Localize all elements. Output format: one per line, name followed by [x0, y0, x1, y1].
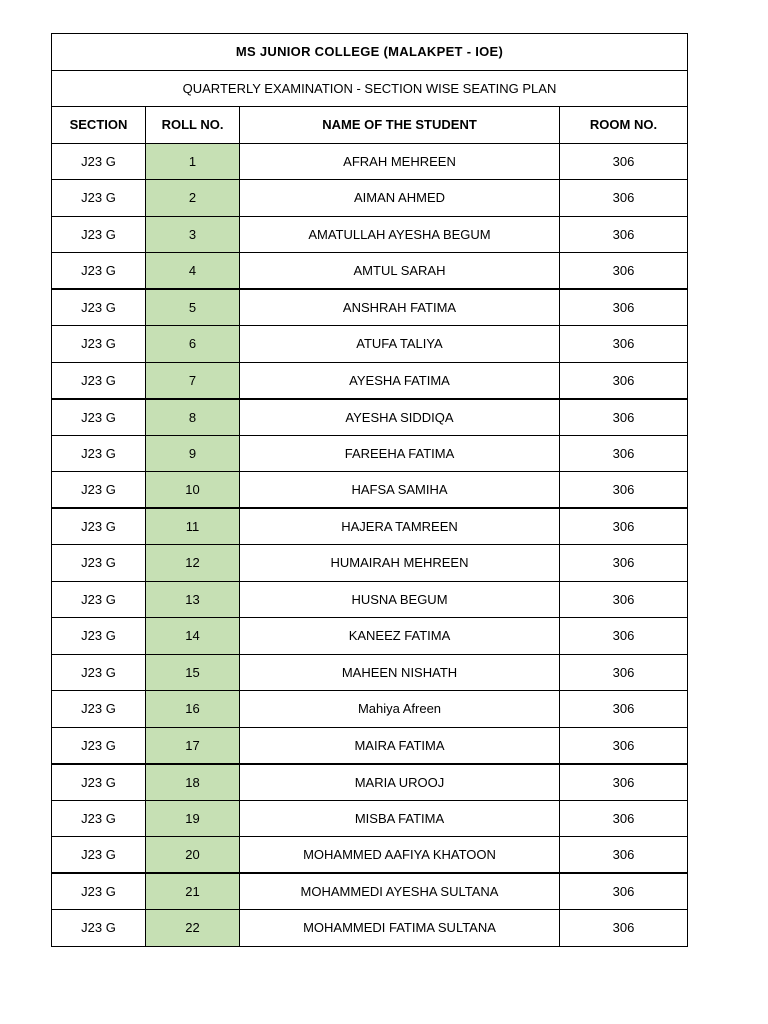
exam-subtitle: QUARTERLY EXAMINATION - SECTION WISE SEATING PLAN [52, 70, 688, 107]
cell-roll-no: 17 [146, 727, 240, 764]
cell-student-name: HUMAIRAH MEHREEN [240, 545, 560, 582]
cell-section: J23 G [52, 800, 146, 837]
cell-section: J23 G [52, 362, 146, 399]
cell-roll-no: 7 [146, 362, 240, 399]
college-title: MS JUNIOR COLLEGE (MALAKPET - IOE) [52, 34, 688, 71]
cell-roll-no: 1 [146, 143, 240, 180]
header-student-name: NAME OF THE STUDENT [240, 107, 560, 144]
cell-roll-no: 22 [146, 910, 240, 947]
cell-section: J23 G [52, 691, 146, 728]
cell-student-name: MAHEEN NISHATH [240, 654, 560, 691]
cell-room-no: 306 [560, 289, 688, 326]
cell-student-name: AYESHA SIDDIQA [240, 399, 560, 436]
cell-section: J23 G [52, 253, 146, 290]
cell-section: J23 G [52, 654, 146, 691]
cell-section: J23 G [52, 180, 146, 217]
table-row [52, 399, 688, 436]
cell-roll-no: 20 [146, 837, 240, 874]
cell-roll-no: 21 [146, 873, 240, 910]
cell-section: J23 G [52, 618, 146, 655]
cell-roll-no: 4 [146, 253, 240, 290]
table-row [52, 435, 688, 472]
cell-roll-no: 2 [146, 180, 240, 217]
header-roll-no: ROLL NO. [146, 107, 240, 144]
cell-section: J23 G [52, 727, 146, 764]
table-row [52, 545, 688, 582]
cell-section: J23 G [52, 143, 146, 180]
cell-room-no: 306 [560, 764, 688, 801]
cell-section: J23 G [52, 545, 146, 582]
subtitle-row [52, 70, 688, 107]
table-row [52, 289, 688, 326]
cell-student-name: FAREEHA FATIMA [240, 435, 560, 472]
cell-student-name: AIMAN AHMED [240, 180, 560, 217]
cell-student-name: MISBA FATIMA [240, 800, 560, 837]
table-row [52, 764, 688, 801]
cell-roll-no: 9 [146, 435, 240, 472]
cell-section: J23 G [52, 508, 146, 545]
table-row [52, 472, 688, 509]
header-row [52, 107, 688, 144]
cell-room-no: 306 [560, 800, 688, 837]
cell-room-no: 306 [560, 691, 688, 728]
cell-room-no: 306 [560, 910, 688, 947]
cell-student-name: MARIA UROOJ [240, 764, 560, 801]
cell-student-name: AYESHA FATIMA [240, 362, 560, 399]
cell-roll-no: 18 [146, 764, 240, 801]
cell-room-no: 306 [560, 618, 688, 655]
table-row [52, 326, 688, 363]
cell-roll-no: 13 [146, 581, 240, 618]
table-row [52, 727, 688, 764]
cell-roll-no: 16 [146, 691, 240, 728]
cell-room-no: 306 [560, 654, 688, 691]
cell-room-no: 306 [560, 508, 688, 545]
table-row [52, 618, 688, 655]
cell-room-no: 306 [560, 472, 688, 509]
table-row [52, 873, 688, 910]
cell-section: J23 G [52, 764, 146, 801]
cell-roll-no: 10 [146, 472, 240, 509]
cell-section: J23 G [52, 216, 146, 253]
table-row [52, 143, 688, 180]
cell-student-name: KANEEZ FATIMA [240, 618, 560, 655]
cell-roll-no: 8 [146, 399, 240, 436]
cell-section: J23 G [52, 435, 146, 472]
table-row [52, 581, 688, 618]
seating-plan-body [52, 34, 688, 947]
cell-section: J23 G [52, 399, 146, 436]
cell-room-no: 306 [560, 399, 688, 436]
table-row [52, 837, 688, 874]
table-row [52, 910, 688, 947]
cell-section: J23 G [52, 873, 146, 910]
cell-student-name: Mahiya Afreen [240, 691, 560, 728]
cell-roll-no: 11 [146, 508, 240, 545]
cell-room-no: 306 [560, 253, 688, 290]
cell-student-name: HAFSA SAMIHA [240, 472, 560, 509]
cell-section: J23 G [52, 326, 146, 363]
table-row [52, 508, 688, 545]
cell-student-name: AMATULLAH AYESHA BEGUM [240, 216, 560, 253]
cell-roll-no: 15 [146, 654, 240, 691]
cell-student-name: ANSHRAH FATIMA [240, 289, 560, 326]
cell-section: J23 G [52, 472, 146, 509]
table-row [52, 691, 688, 728]
cell-room-no: 306 [560, 216, 688, 253]
cell-roll-no: 12 [146, 545, 240, 582]
table-row [52, 253, 688, 290]
cell-student-name: ATUFA TALIYA [240, 326, 560, 363]
cell-room-no: 306 [560, 545, 688, 582]
cell-room-no: 306 [560, 180, 688, 217]
cell-roll-no: 6 [146, 326, 240, 363]
cell-room-no: 306 [560, 837, 688, 874]
cell-room-no: 306 [560, 435, 688, 472]
cell-room-no: 306 [560, 727, 688, 764]
cell-student-name: AMTUL SARAH [240, 253, 560, 290]
title-row [52, 34, 688, 71]
cell-section: J23 G [52, 837, 146, 874]
cell-section: J23 G [52, 581, 146, 618]
cell-roll-no: 3 [146, 216, 240, 253]
cell-student-name: HUSNA BEGUM [240, 581, 560, 618]
cell-room-no: 306 [560, 873, 688, 910]
cell-student-name: AFRAH MEHREEN [240, 143, 560, 180]
cell-student-name: MOHAMMED AAFIYA KHATOON [240, 837, 560, 874]
table-row [52, 800, 688, 837]
cell-roll-no: 5 [146, 289, 240, 326]
cell-roll-no: 19 [146, 800, 240, 837]
cell-room-no: 306 [560, 326, 688, 363]
cell-roll-no: 14 [146, 618, 240, 655]
seating-plan-table [51, 33, 688, 947]
header-section: SECTION [52, 107, 146, 144]
cell-student-name: MAIRA FATIMA [240, 727, 560, 764]
cell-section: J23 G [52, 289, 146, 326]
table-row [52, 654, 688, 691]
cell-room-no: 306 [560, 362, 688, 399]
cell-student-name: MOHAMMEDI FATIMA SULTANA [240, 910, 560, 947]
cell-student-name: MOHAMMEDI AYESHA SULTANA [240, 873, 560, 910]
cell-room-no: 306 [560, 143, 688, 180]
cell-student-name: HAJERA TAMREEN [240, 508, 560, 545]
table-row [52, 216, 688, 253]
table-row [52, 362, 688, 399]
header-room-no: ROOM NO. [560, 107, 688, 144]
table-row [52, 180, 688, 217]
cell-room-no: 306 [560, 581, 688, 618]
cell-section: J23 G [52, 910, 146, 947]
